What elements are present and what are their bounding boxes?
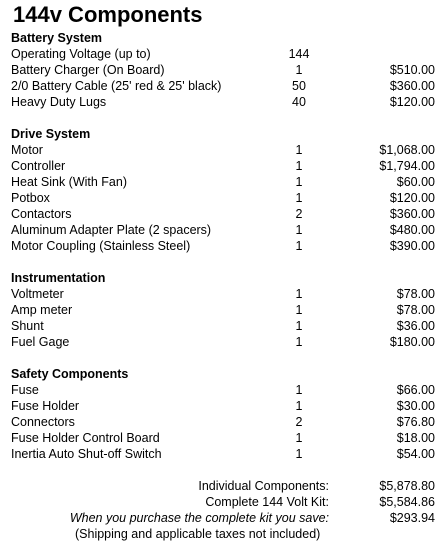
section-title: Instrumentation (11, 271, 106, 285)
total-row-kit (11, 494, 435, 510)
table-row (11, 302, 435, 318)
item-name: Heat Sink (With Fan) (11, 175, 128, 189)
table-row (11, 62, 435, 78)
item-qty: 1 (295, 431, 303, 445)
total-label: Complete 144 Volt Kit: (205, 495, 329, 509)
section-title: Drive System (11, 127, 91, 141)
item-qty: 1 (295, 143, 303, 157)
item-name: Contactors (11, 207, 72, 221)
item-price: $76.80 (396, 415, 435, 429)
table-row (11, 446, 435, 462)
item-price: $66.00 (396, 383, 435, 397)
item-qty: 1 (295, 223, 303, 237)
total-row-individual (11, 478, 435, 494)
table-row (11, 238, 435, 254)
item-qty: 50 (292, 79, 306, 93)
table-row (11, 414, 435, 430)
section-drive-system (11, 126, 435, 254)
table-row (11, 398, 435, 414)
total-value: $5,878.80 (379, 479, 435, 493)
total-label: Individual Components: (198, 479, 329, 493)
item-name: Heavy Duty Lugs (11, 95, 107, 109)
table-row (11, 318, 435, 334)
item-price: $120.00 (389, 95, 435, 109)
section-title: Battery System (11, 31, 103, 45)
item-name: Fuse (11, 383, 39, 397)
item-name: Battery Charger (On Board) (11, 63, 165, 77)
item-price: $54.00 (396, 447, 435, 461)
item-price: $36.00 (396, 319, 435, 333)
page-title: 144v Components (13, 2, 203, 27)
section-battery-system (11, 30, 435, 110)
item-name: Potbox (11, 191, 50, 205)
table-row (11, 78, 435, 94)
item-name: Voltmeter (11, 287, 64, 301)
table-row (11, 142, 435, 158)
item-price: $78.00 (396, 287, 435, 301)
item-price: $30.00 (396, 399, 435, 413)
item-name: Inertia Auto Shut-off Switch (11, 447, 162, 461)
totals-block (11, 478, 435, 526)
item-name: Controller (11, 159, 66, 173)
table-row (11, 206, 435, 222)
item-price: $360.00 (389, 79, 435, 93)
item-price: $1,794.00 (379, 159, 435, 173)
item-name: Connectors (11, 415, 75, 429)
table-row (11, 174, 435, 190)
item-qty: 1 (295, 383, 303, 397)
item-name: Operating Voltage (up to) (11, 47, 151, 61)
item-qty: 1 (295, 287, 303, 301)
item-name: Aluminum Adapter Plate (2 spacers) (11, 223, 212, 237)
table-row (11, 158, 435, 174)
section-instrumentation (11, 270, 435, 350)
item-price: $18.00 (396, 431, 435, 445)
item-qty: 144 (288, 47, 310, 61)
total-row-savings (11, 510, 435, 526)
item-qty: 2 (295, 415, 303, 429)
item-price: $360.00 (389, 207, 435, 221)
item-qty: 1 (295, 303, 303, 317)
item-name: Amp meter (11, 303, 73, 317)
item-price: $510.00 (389, 63, 435, 77)
item-qty: 1 (295, 175, 303, 189)
item-qty: 1 (295, 447, 303, 461)
item-name: Motor Coupling (Stainless Steel) (11, 239, 191, 253)
shipping-note: (Shipping and applicable taxes not included) (75, 527, 321, 541)
section-safety-components (11, 366, 435, 462)
item-price: $180.00 (389, 335, 435, 349)
item-qty: 40 (292, 95, 306, 109)
item-qty: 1 (295, 159, 303, 173)
item-price: $120.00 (389, 191, 435, 205)
item-price: $390.00 (389, 239, 435, 253)
item-name: Fuel Gage (11, 335, 70, 349)
item-price: $480.00 (389, 223, 435, 237)
table-row (11, 94, 435, 110)
table-row (11, 222, 435, 238)
table-row (11, 382, 435, 398)
table-row (11, 46, 435, 62)
item-qty: 1 (295, 319, 303, 333)
item-qty: 1 (295, 335, 303, 349)
total-value: $293.94 (389, 511, 435, 525)
item-name: 2/0 Battery Cable (25' red & 25' black) (11, 79, 222, 93)
item-name: Fuse Holder Control Board (11, 431, 160, 445)
item-qty: 1 (295, 239, 303, 253)
table-row (11, 190, 435, 206)
item-name: Motor (11, 143, 43, 157)
table-row (11, 334, 435, 350)
item-qty: 2 (295, 207, 303, 221)
item-qty: 1 (295, 63, 303, 77)
item-price: $78.00 (396, 303, 435, 317)
table-row (11, 430, 435, 446)
total-label: When you purchase the complete kit you save: (69, 511, 329, 525)
item-qty: 1 (295, 399, 303, 413)
item-price: $1,068.00 (379, 143, 435, 157)
item-name: Shunt (11, 319, 44, 333)
section-title: Safety Components (11, 367, 129, 381)
total-value: $5,584.86 (379, 495, 435, 509)
table-row (11, 286, 435, 302)
item-price: $60.00 (396, 175, 435, 189)
item-name: Fuse Holder (11, 399, 80, 413)
item-qty: 1 (295, 191, 303, 205)
